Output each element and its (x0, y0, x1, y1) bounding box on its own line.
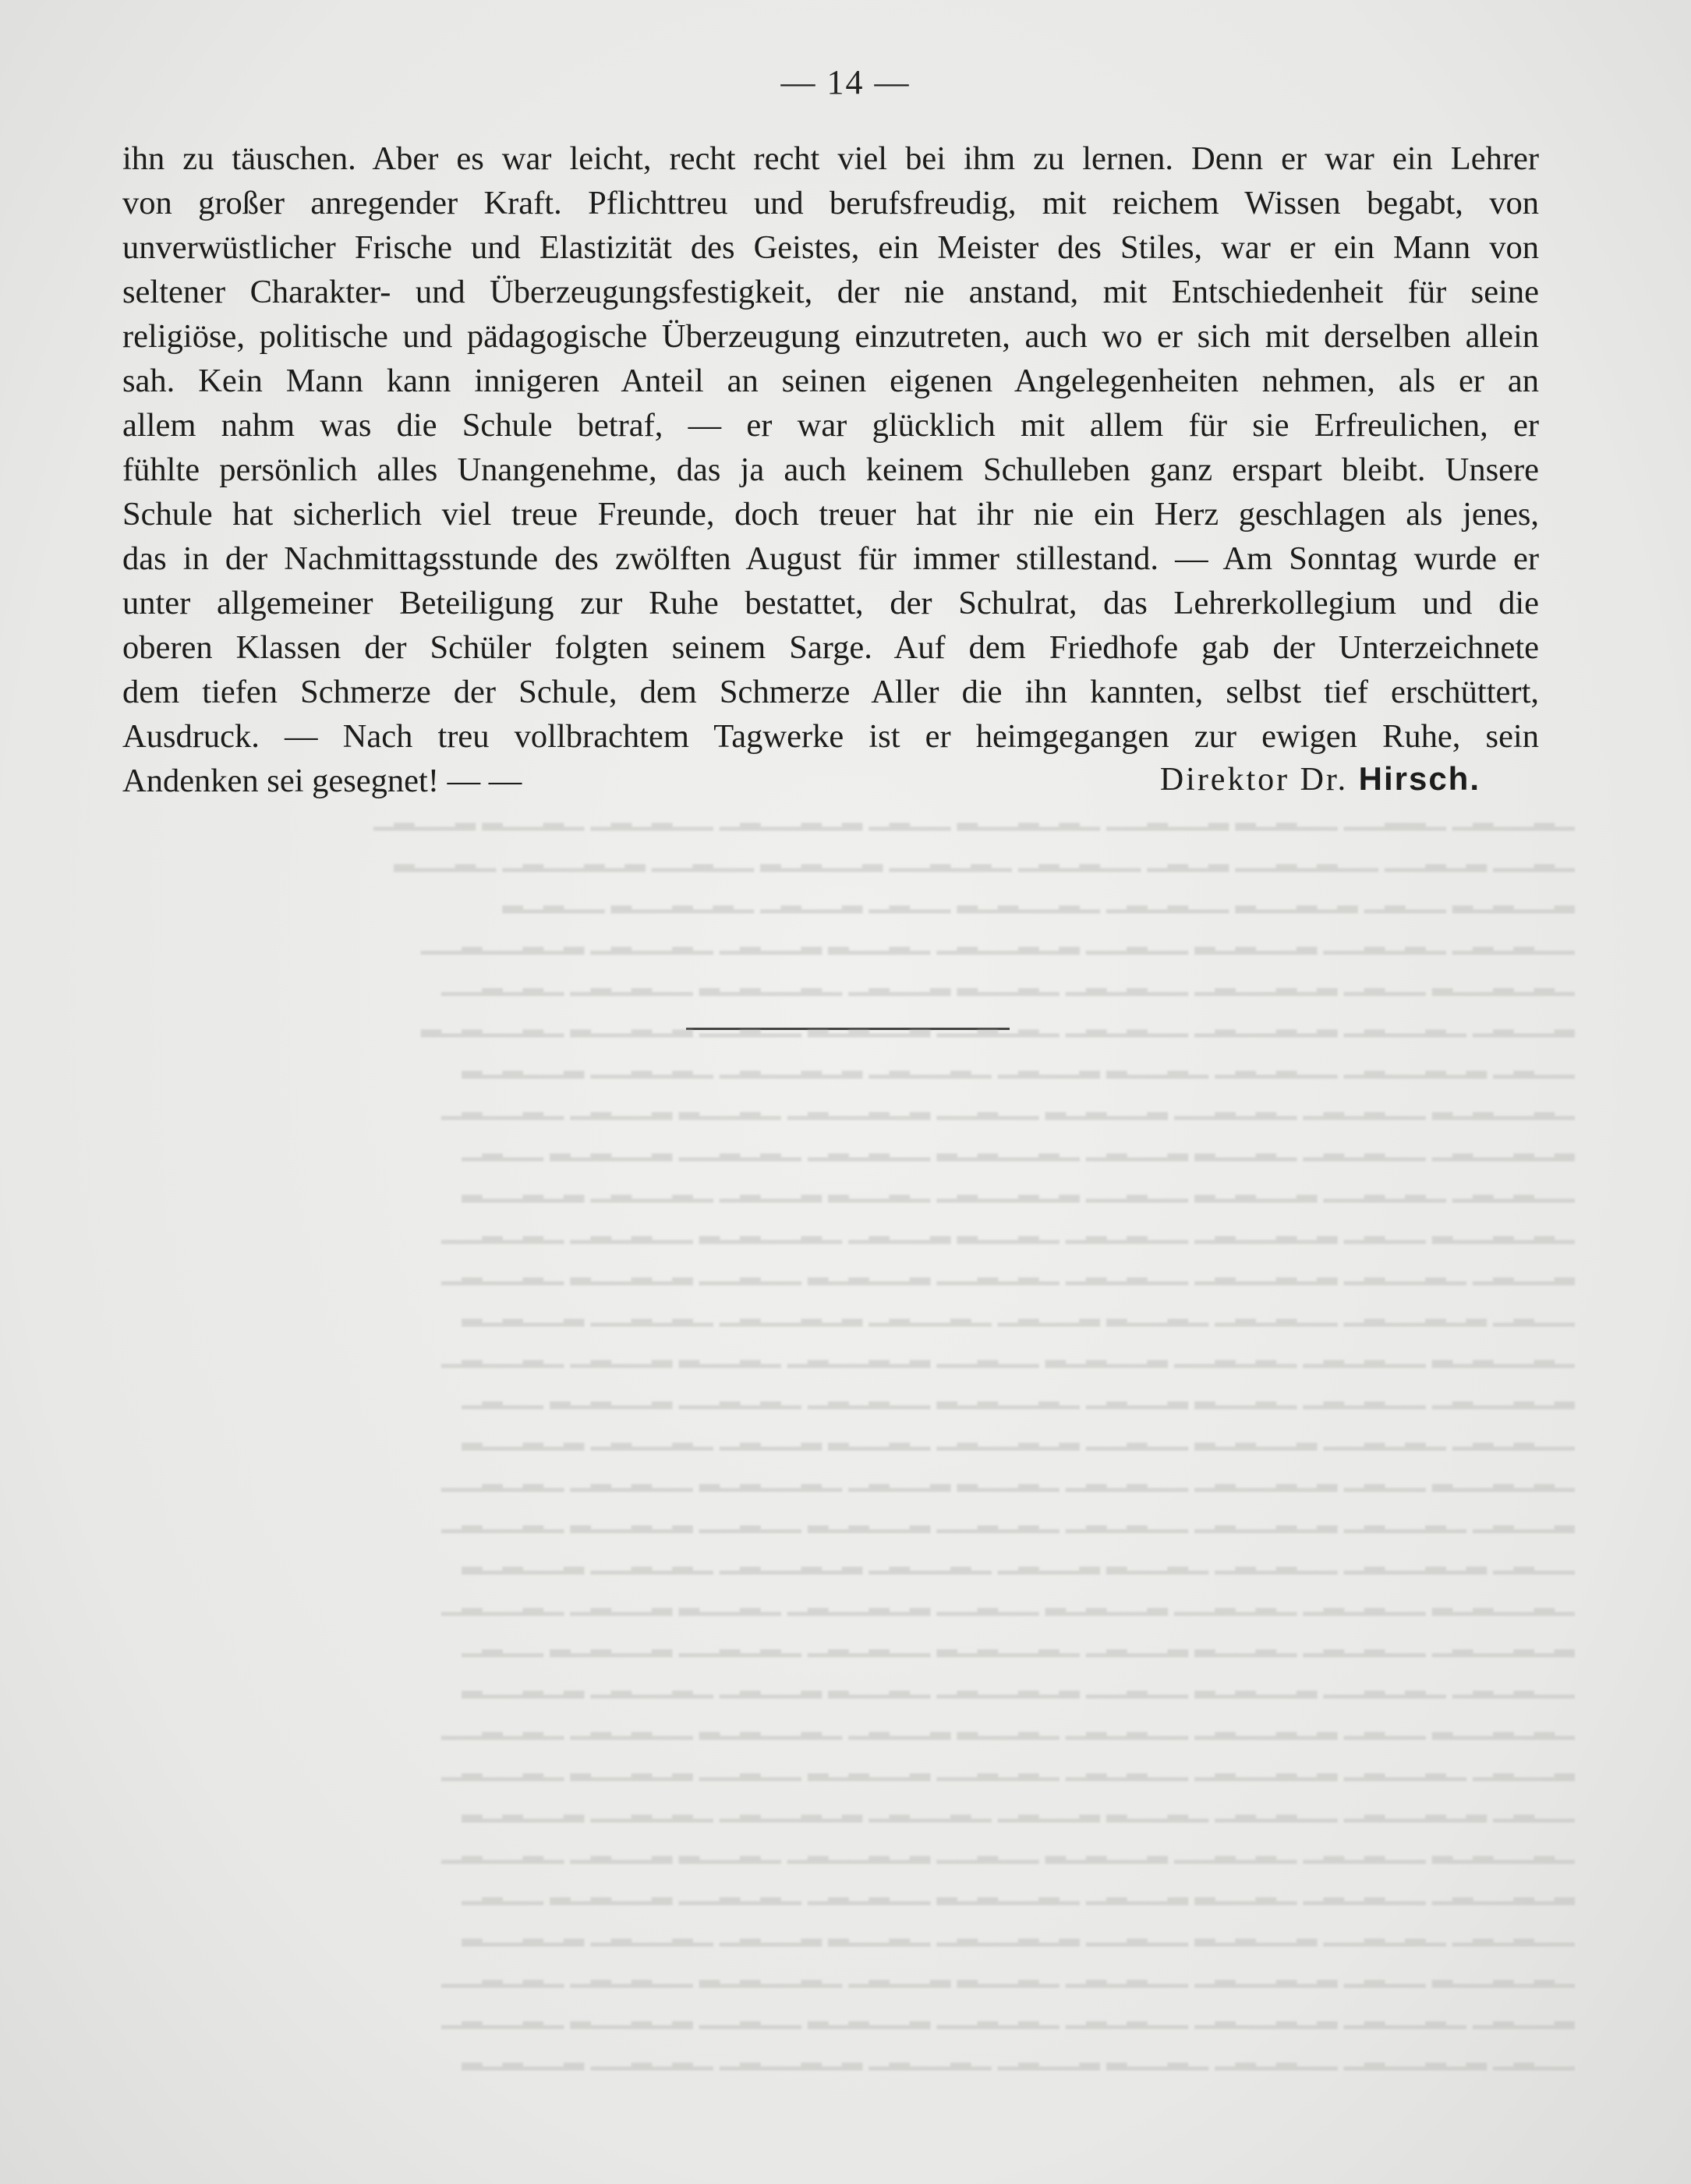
text-line: religiöse, politische und pädagogische Überzeugung einzutreten, auch wo er sich mit derselben allein (122, 318, 1539, 355)
bleed-through-line: ▂▁▁▂▁ ▁▂▁▁▂▁ ▂▁▂▁▁▂▁ ▁▁▂▁▂▁ ▁▂▁▂▁▁ ▂▁▁▂▁▂ ▁▁▂▁▁ ▂▁▂▁▁▂ ▁▂▁▁▂▁ (441, 1504, 1575, 1533)
bleed-through-line: ▁▁▂▁ ▂▁▂▁▁▂▁ ▁▁▂▁▂▁ ▁▂▁▁▂ ▂▁▁▂▁ ▁▂▁▁▂▁ ▂▁▂▁▁▂▁ ▁▂▁▂▁▁ ▂▁▁▂▁▂ (462, 2041, 1575, 2070)
text-line: Ausdruck. — Nach treu vollbrachtem Tagwerke ist er heimgegangen zur ewigen Ruhe, sein (122, 718, 1539, 755)
bleed-through-line: ▂▁▂▁▁▂▁ ▁▁▂▁▂▁ ▁▂▁▁▂ ▂▁▁▂▁ ▁▂▁▁▂▁▂ ▁▁▂▁▂▁ ▁▂▁▂▁▁ ▂▁▁▂▁▂ ▁▁▂▁ (462, 1132, 1575, 1161)
text-line: unter allgemeiner Beteiligung zur Ruhe bestattet, der Schulrat, das Lehrerkollegium und die (122, 585, 1539, 621)
text-line: von großer anregender Kraft. Pflichttreu und berufsfreudig, mit reichem Wissen begabt, von (122, 185, 1539, 221)
bleed-through-line: ▁▂▁▂▁▁▂ ▁▁▂▁ ▂▁▂▁▁▂▁ ▁▁▂▁▂▁ ▁▂▁▁▂ ▂▁▁▂▁ ▁▂▁▁▂▁▂ ▁▁▂▁▂▁ ▁▂▁▂▁▁ (441, 967, 1575, 996)
text-line: Schule hat sicherlich viel treue Freunde, doch treuer hat ihr nie ein Herz geschlagen als jenes, (122, 496, 1539, 533)
bleed-through-line: ▁▁▂▁▂▁ ▁▂▁▂▁▁ ▂▁▁▂▁▂ ▁▁▂▁▁ ▂▁▂▁▁▂▁ ▁▂▁▁▂ ▂▁▁▂▁ ▁▂▁▁▂▁ ▂▁▂▁▁▂▁▁ (421, 926, 1575, 954)
text-line: fühlte persönlich alles Unangenehme, das ja auch keinem Schulleben ganz erspart bleibt. Unsere (122, 451, 1539, 488)
section-divider (686, 1028, 1010, 1030)
text-line: ihn zu täuschen. Aber es war leicht, recht recht viel bei ihm zu lernen. Denn er war ein Lehrer (122, 140, 1539, 177)
bleed-through-line: ▂▁▂▁▁▂▁ ▁▁▂▁▂▁ ▁▂▁▁▂ ▂▁▁▂▁ ▁▂▁▁▂▁▂ ▁▁▂▁▂▁ ▁▂▁▂▁▁ ▂▁▁▂▁▂ ▁▁▂▁ (462, 1628, 1575, 1657)
bleed-through-line: ▁▂▁▁▂▁▂ ▁▁▂▁▂▁ ▁▂▁▂▁▁ ▂▁▁▂▁▂ ▁▁▂▁▁ ▂▁▂▁▁▂▁ ▁▂▁▁▂ ▂▁▁▂▁ ▁▂▁▁▂▁ (441, 1835, 1575, 1864)
bleed-through-line: ▁▁▂▁▂▁ ▁▂▁▂▁▁ ▂▁▁▂▁▂ ▁▁▂▁▁ ▂▁▂▁▁▂▁ ▁▂▁▁▂ ▂▁▁▂▁ ▁▂▁▁▂▁ ▂▁▂▁▁▂ (462, 1173, 1575, 1202)
bleed-through-line: ▂▁▂▁▁▂▁ ▁▁▂▁▂▁ ▁▂▁▁▂ ▂▁▁▂▁ ▁▂▁▁▂▁▂ ▁▁▂▁▂▁ ▁▂▁▂▁▁ ▂▁▁▂▁▂ ▁▁▂▁ (462, 1380, 1575, 1409)
body-text (122, 136, 1539, 803)
bleed-through-line: ▁▂▁▂▁▁▂ ▁▁▂▁ ▂▁▂▁▁▂▁ ▁▁▂▁▂▁ ▁▂▁▁▂ ▂▁▁▂▁ ▁▂▁▁▂▁▂ ▁▁▂▁▂▁ ▁▂▁▂▁▁ (441, 1215, 1575, 1244)
text-line: unverwüstlicher Frische und Elastizität des Geistes, ein Meister des Stiles, war er ein Mann von (122, 229, 1539, 266)
bleed-through-texture (125, 795, 1575, 2076)
bleed-through-line: ▂▁▁▂▁ ▁▂▁▁▂▁ ▂▁▂▁▁▂▁ ▁▁▂▁▂▁ ▁▂▁▂▁▁ ▂▁▁▂▁▂ ▁▁▂▁▁ ▂▁▂▁▁▂ ▁▂▁▁▂▁▂ (421, 1008, 1575, 1037)
bleed-through-line: ▁▂▁▂▁▁▂ ▁▁▂▁ ▂▁▂▁▁▂▁ ▁▁▂▁▂▁ ▁▂▁▁▂ ▂▁▁▂▁ ▁▂▁▁▂▁▂ ▁▁▂▁▂▁ ▁▂▁▂▁▁ (441, 1711, 1575, 1740)
bleed-through-line: ▁▁▂▁▂▁ ▁▂▁▂▁▁ ▂▁▁▂▁▂ ▁▁▂▁▁ ▂▁▂▁▁▂▁ ▁▂▁▁▂ ▂▁▁▂▁ ▁▂▁▁▂▁ ▂▁▂▁▁▂ (462, 1917, 1575, 1946)
text-line: seltener Charakter- und Überzeugungsfestigkeit, der nie anstand, mit Entschiedenheit für seine (122, 274, 1539, 310)
bleed-through-line: ▁▁▂▁ ▂▁▂▁▁▂▁ ▁▁▂▁▂▁ ▁▂▁▁▂ ▂▁▁▂▁ ▁▂▁▁▂▁ ▂▁▂▁▁▂▁ ▁▂▁▂▁▁ ▂▁▁▂▁▂ (462, 1545, 1575, 1574)
bleed-through-line: ▂▁▁▂▁ ▁▂▁▁▂▁ ▂▁▂▁▁▂▁ ▁▁▂▁▂▁ ▁▂▁▂▁▁ ▂▁▁▂▁▂ ▁▁▂▁▁ ▂▁▂▁▁▂ ▁▂▁▁▂▁ (441, 1256, 1575, 1285)
bleed-through-line: ▂▁▁▂▁▂ ▁▁▂▁ ▂▁▂▁▁▂ ▁▁▂▁▂▁ ▁▂▁▁▂▁▂ ▁▁▂▁ ▂▁▁▂▁ ▁▂▁▂▁▁▂ ▁▁▂▁▂ (502, 884, 1575, 913)
bleed-through-line: ▁▂▁▁▂▁ ▁▂▂▁▁ ▁▁▂▁▂ ▂▁▁▂▁▁ ▁▂▁▂▁▁▂ ▁▁▂▁ ▂▁▂▁▁▂▁ ▁▁▂▁▂▁ ▁▂▁▁▂ ▂▁▁▂▁ (373, 802, 1575, 830)
bleed-through-line: ▂▁▁▂▁ ▁▂▁▁▂▁ ▂▁▂▁▁▂▁ ▁▁▂▁▂▁ ▁▂▁▂▁▁ ▂▁▁▂▁▂ ▁▁▂▁▁ ▂▁▂▁▁▂ ▁▂▁▁▂▁ (441, 1752, 1575, 1781)
bleed-through-line: ▁▁▂▁▂▁ ▁▂▁▂▁▁ ▂▁▁▂▁▂ ▁▁▂▁▁ ▂▁▂▁▁▂▁ ▁▂▁▁▂ ▂▁▁▂▁ ▁▂▁▁▂▁ ▂▁▂▁▁▂ (462, 1669, 1575, 1698)
signature (1160, 760, 1481, 798)
bleed-through-line: ▁▂▁▂▁▁▂ ▁▁▂▁ ▂▁▂▁▁▂▁ ▁▁▂▁▂▁ ▁▂▁▁▂ ▂▁▁▂▁ ▁▂▁▁▂▁▂ ▁▁▂▁▂▁ ▁▂▁▂▁▁ (441, 1959, 1575, 1988)
bleed-through-line: ▂▁▂▁▁▂▁ ▁▁▂▁▂▁ ▁▂▁▁▂ ▂▁▁▂▁ ▁▂▁▁▂▁▂ ▁▁▂▁▂▁ ▁▂▁▂▁▁ ▂▁▁▂▁▂ ▁▁▂▁ (462, 1876, 1575, 1905)
text-line: dem tiefen Schmerze der Schule, dem Schmerze Aller die ihn kannten, selbst tief erschüttert, (122, 674, 1539, 710)
page-number: — 14 — (780, 63, 911, 101)
bleed-through-line: ▁▁▂▁ ▂▁▂▁▁▂▁ ▁▁▂▁▂▁ ▁▂▁▁▂ ▂▁▁▂▁ ▁▂▁▁▂▁ ▂▁▂▁▁▂▁ ▁▂▁▂▁▁ ▂▁▁▂▁▂ (462, 1050, 1575, 1078)
text-line: sah. Kein Mann kann innigeren Anteil an seinen eigenen Angelegenheiten nehmen, als er an (122, 363, 1539, 399)
text-line: allem nahm was die Schule betraf, — er war glücklich mit allem für sie Erfreulichen, er (122, 407, 1539, 444)
bleed-through-line: ▁▂▁▁▂▁▂ ▁▁▂▁▂▁ ▁▂▁▂▁▁ ▂▁▁▂▁▂ ▁▁▂▁▁ ▂▁▂▁▁▂▁ ▁▂▁▁▂ ▂▁▁▂▁ ▁▂▁▁▂▁ (441, 1587, 1575, 1616)
bleed-through-line: ▁▁▂▁ ▂▁▂▁▁▂▁ ▁▁▂▁▂▁ ▁▂▁▁▂ ▂▁▁▂▁ ▁▂▁▁▂▁ ▂▁▂▁▁▂▁ ▁▂▁▂▁▁ ▂▁▁▂▁▂ (462, 1297, 1575, 1326)
text-line: das in der Nachmittagsstunde des zwölften August für immer stillestand. — Am Sonntag wurde er (122, 540, 1539, 577)
bleed-through-line: ▁▂▁▁▂▁▂ ▁▁▂▁▂▁ ▁▂▁▂▁▁ ▂▁▁▂▁▂ ▁▁▂▁▁ ▂▁▂▁▁▂▁ ▁▂▁▁▂ ▂▁▁▂▁ ▁▂▁▁▂▁ (441, 1339, 1575, 1368)
signature-title: Direktor Dr. (1159, 762, 1359, 798)
bleed-through-line: ▁▂▁▂▁▁▂ ▁▁▂▁ ▂▁▂▁▁▂▁ ▁▁▂▁▂▁ ▁▂▁▁▂ ▂▁▁▂▁ ▁▂▁▁▂▁▂ ▁▁▂▁▂▁ ▁▂▁▂▁▁ (441, 1463, 1575, 1492)
bleed-through-line: ▂▁▁▂▁ ▁▂▁▁▂▁ ▂▁▂▁▁▂▁ ▁▁▂▁▂▁ ▁▂▁▂▁▁ ▂▁▁▂▁▂ ▁▁▂▁▁ ▂▁▂▁▁▂ ▁▂▁▁▂▁ (441, 2000, 1575, 2029)
bleed-through-line: ▁▁▂▁▂▁ ▁▂▁▂▁▁ ▂▁▁▂▁▂ ▁▁▂▁▁ ▂▁▂▁▁▂▁ ▁▂▁▁▂ ▂▁▁▂▁ ▁▂▁▁▂▁ ▂▁▂▁▁▂ (462, 1421, 1575, 1450)
bleed-through-line: ▁▂▁▁▂▁▂ ▁▁▂▁▂▁ ▁▂▁▂▁▁ ▂▁▁▂▁▂ ▁▁▂▁▁ ▂▁▂▁▁▂▁ ▁▂▁▁▂ ▂▁▁▂▁ ▁▂▁▁▂▁ (441, 1091, 1575, 1120)
text-line: oberen Klassen der Schüler folgten seinem Sarge. Auf dem Friedhofe gab der Unterzeichnete (122, 629, 1539, 666)
bleed-through-line: ▁▁▂▁ ▂▁▂▁▁▂▁ ▁▁▂▁▂▁ ▁▂▁▁▂ ▂▁▁▂▁ ▁▂▁▁▂▁ ▂▁▂▁▁▂▁ ▁▂▁▂▁▁ ▂▁▁▂▁▂ (462, 1793, 1575, 1822)
text-line: Andenken sei gesegnet! — — (122, 763, 522, 799)
signature-name: Hirsch. (1358, 760, 1481, 797)
bleed-through-line: ▁▂▁▁ ▂▁▂▁▁ ▁▁▂▁▂▁▁ ▂▁▂▁ ▁▁▂▁▂▁ ▁▂▁▂▁▁ ▂▁▁▂▁▂ ▁▁▂▁▁ ▂▁▂▁▁▂▁ ▁▂▁▁▂ (394, 843, 1575, 872)
